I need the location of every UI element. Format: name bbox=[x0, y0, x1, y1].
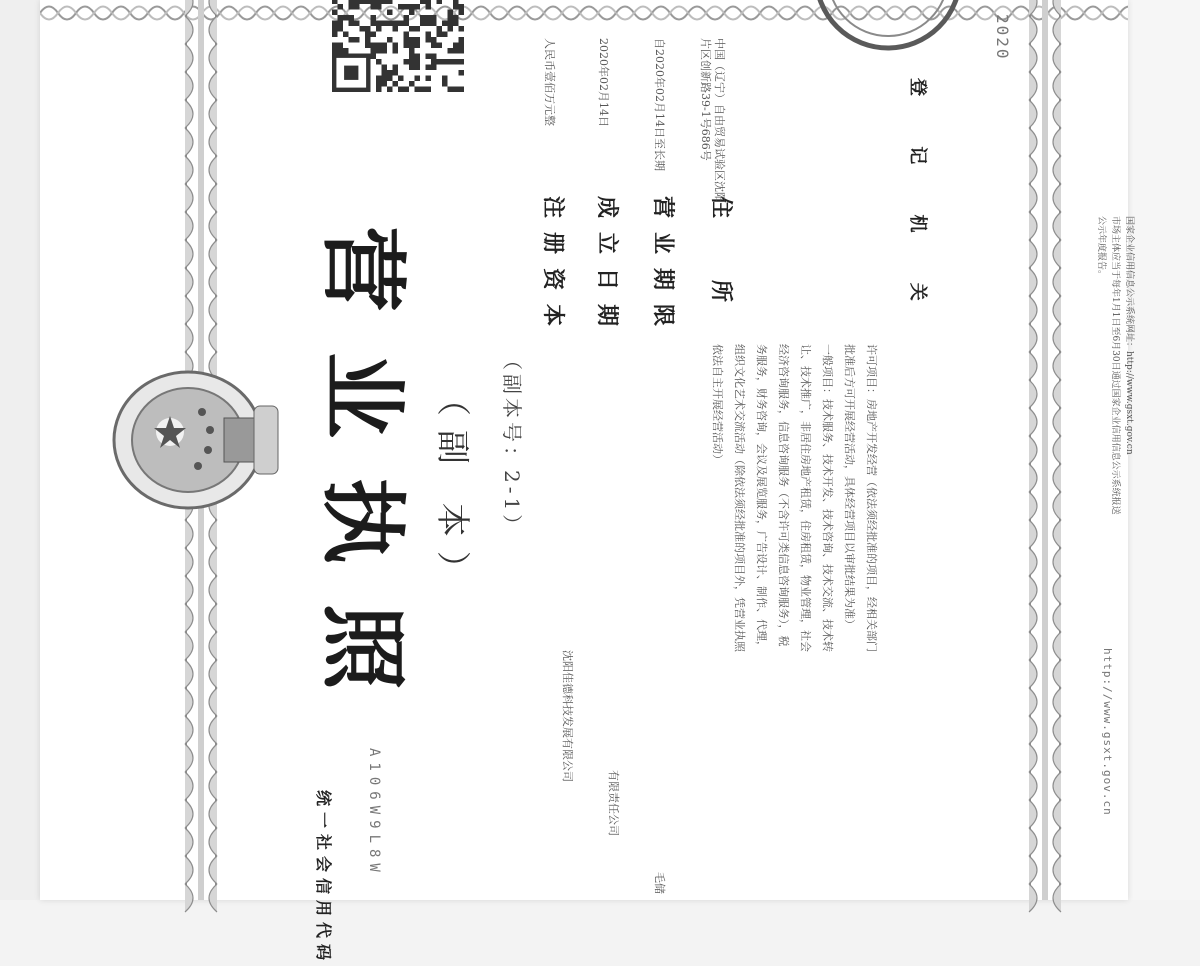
business-scope-line: 组织文化艺术交流活动（除依法须经批准的项目外，凭营业执照 bbox=[733, 344, 746, 652]
registration-year: 2020 bbox=[993, 14, 1012, 61]
field-label-term: 营业期限 bbox=[650, 196, 676, 341]
business-scope-line: 依法自主开展经营活动） bbox=[711, 344, 724, 465]
business-scope-line: 一般项目：技术服务、技术开发、技术咨询、技术交流、技术转 bbox=[821, 344, 834, 652]
company-name: 沈阳佳德科技发展有限公司 bbox=[561, 650, 574, 782]
field-value-address: 中国（辽宁）自由贸易试验区沈阳片区创新路39-1号686号 bbox=[699, 38, 726, 203]
field-value-capital: 人民币壹佰万元整 bbox=[543, 38, 556, 126]
field-value-established: 2020年02月14日 bbox=[597, 38, 610, 127]
license-page bbox=[40, 0, 1134, 966]
credit-code-label: 统一社会信用代码 bbox=[314, 790, 333, 966]
business-scope-line: 务服务，财务咨询，会议及展览服务，广告设计、制作、代理， bbox=[755, 344, 768, 652]
business-scope-line: 批准后方可开展经营活动，具体经营项目以审批结果为准） bbox=[843, 344, 856, 630]
business-scope-line: 经济咨询服务，信息咨询服务（不含许可类信息咨询服务），税 bbox=[777, 344, 790, 647]
registration-authority: 登 记 机 关 bbox=[907, 78, 928, 323]
website-url: http://www.gsxt.gov.cn bbox=[1101, 648, 1114, 816]
bottom-note-2: 市场主体应当于每年1月1日至6月30日通过国家企业信用信息公示系统报送公示年度报告。 bbox=[1096, 216, 1120, 515]
license-graphics bbox=[40, 0, 1128, 900]
field-label-address: 住所 bbox=[708, 196, 734, 365]
legal-representative: 毛储 bbox=[653, 872, 666, 894]
viewer-gutter bbox=[1128, 0, 1200, 900]
copy-subtitle: （副 本） bbox=[432, 382, 472, 599]
national-emblem-icon bbox=[114, 372, 278, 508]
page-title: 营业执照 bbox=[312, 226, 413, 730]
business-scope-line: 让、技术推广，非居住房地产租赁，住房租赁，物业管理，社会 bbox=[799, 344, 812, 652]
field-label-capital: 注册资本 bbox=[540, 196, 566, 341]
field-value-term: 自2020年02月14日至长期 bbox=[653, 38, 666, 171]
credit-code-value: A106W9L8W bbox=[366, 748, 382, 878]
copy-number: （副本号：2-1） bbox=[500, 350, 524, 539]
field-label-established: 成立日期 bbox=[594, 196, 620, 341]
bottom-note-1: 国家企业信用信息公示系统网址：http://www.gsxt.gov.cn bbox=[1124, 216, 1134, 455]
business-scope-line: 许可项目：房地产开发经营（依法须经批准的项目，经相关部门 bbox=[865, 344, 878, 652]
business-scope bbox=[706, 344, 882, 884]
company-type: 有限责任公司 bbox=[607, 770, 620, 836]
